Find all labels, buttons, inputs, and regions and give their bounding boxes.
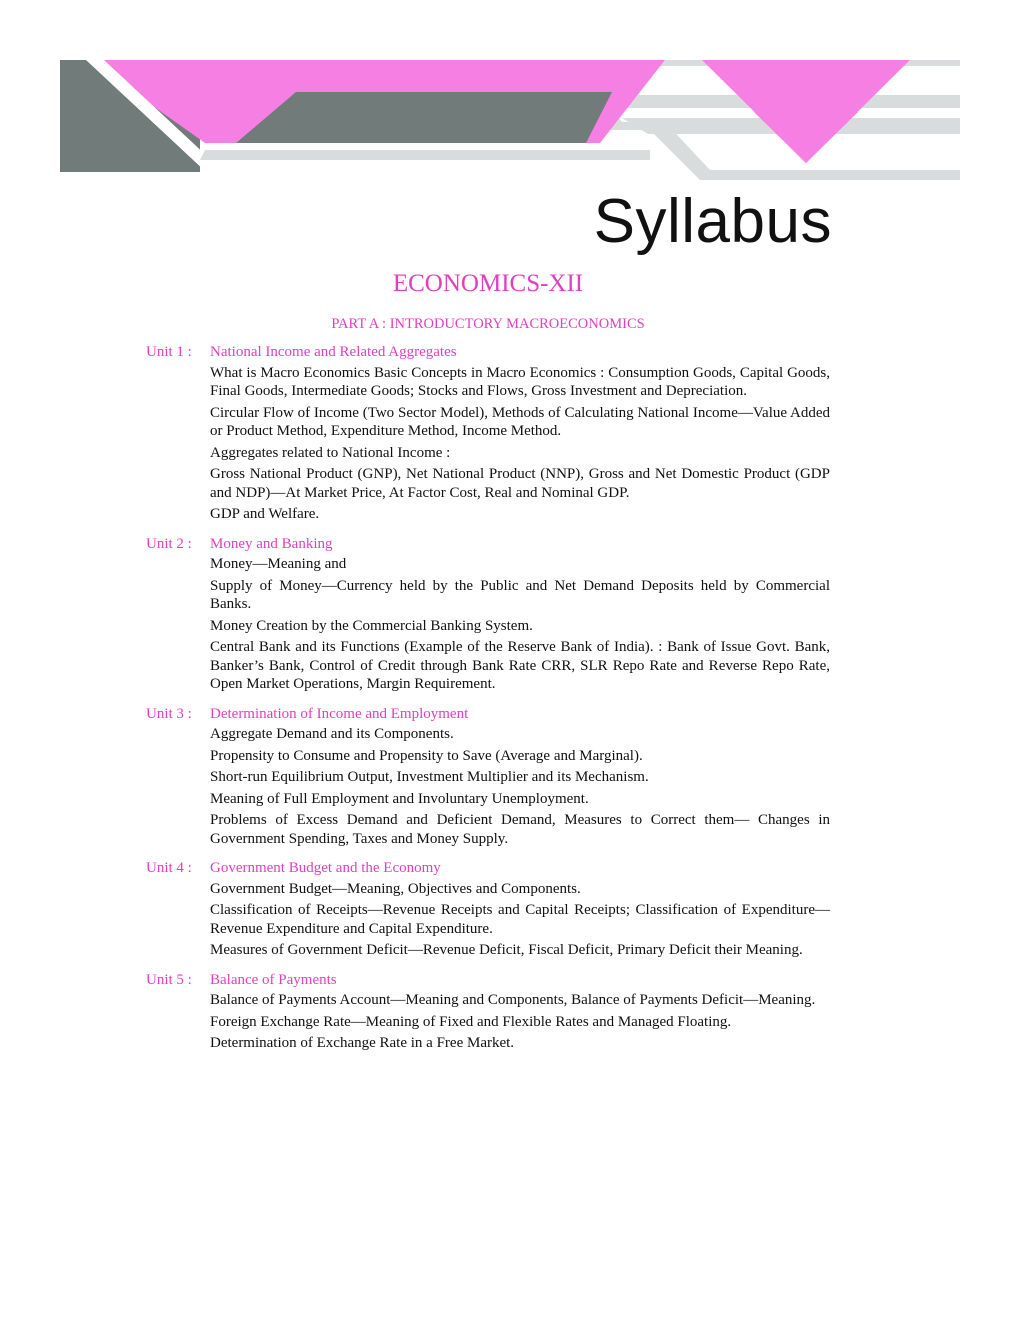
unit-paragraph: Gross National Product (GNP), Net National Product (NNP), Gross and Net Domestic Product (GDP and NDP)—At Market Price, At Factor Cost, Real and Nominal GDP. [210, 466, 830, 501]
unit-paragraph: Propensity to Consume and Propensity to Save (Average and Marginal). [210, 747, 643, 764]
unit-3 [146, 705, 830, 852]
unit-body [210, 535, 830, 697]
unit-paragraph: Supply of Money—Currency held by the Public and Net Demand Deposits held by Commercial Banks. [210, 577, 830, 612]
unit-paragraph: Aggregate Demand and its Components. [210, 726, 454, 742]
unit-paragraph: Balance of Payments Account—Meaning and Components, Balance of Payments Deficit—Meaning. [210, 992, 816, 1008]
unit-paragraph: What is Macro Economics Basic Concepts in Macro Economics : Consumption Goods, Capital Goods, Final Goods, Intermediate Goods; Stocks and Flows, Gross Investment and Depreciation. [210, 364, 830, 399]
decorative-header-banner [0, 0, 1020, 190]
unit-2 [146, 535, 830, 697]
unit-title: Government Budget and the Economy [210, 860, 441, 876]
unit-label: Unit 1 : [146, 344, 192, 360]
unit-body [210, 859, 830, 963]
unit-paragraph: Money—Meaning and [210, 556, 347, 572]
unit-paragraph: Measures of Government Deficit—Revenue Deficit, Fiscal Deficit, Primary Deficit their Meaning. [210, 942, 803, 958]
syllabus-content [146, 343, 830, 1056]
unit-paragraph: Determination of Exchange Rate in a Free Market. [210, 1035, 515, 1051]
unit-title: Money and Banking [210, 535, 333, 552]
unit-paragraph: Circular Flow of Income (Two Sector Model), Methods of Calculating National Income—Value Added or Product Method, Expenditure Method, Income Method. [210, 404, 830, 439]
unit-label: Unit 4 : [146, 860, 192, 876]
page-title: Syllabus [593, 187, 832, 256]
unit-paragraph: Central Bank and its Functions (Example of the Reserve Bank of India). : Bank of Issue Govt. Bank, Banker’s Bank, Control of Credit through Bank Rate CRR, SLR Repo Rate and Reverse Repo Rate, Open Market Operations, Margin Requirement. [210, 639, 830, 692]
unit-body [210, 343, 830, 527]
unit-paragraph: GDP and Welfare. [210, 506, 320, 522]
unit-5 [146, 971, 830, 1056]
gray-parallelogram [236, 92, 612, 143]
unit-label: Unit 3 : [146, 705, 192, 722]
unit-body [210, 971, 830, 1056]
unit-paragraph: Meaning of Full Employment and Involuntary Unemployment. [210, 790, 589, 807]
unit-1 [146, 343, 830, 527]
unit-4 [146, 859, 830, 963]
unit-paragraph: Government Budget—Meaning, Objectives and Components. [210, 880, 581, 897]
unit-paragraph: Aggregates related to National Income : [210, 444, 451, 461]
unit-title: National Income and Related Aggregates [210, 344, 457, 360]
unit-paragraph: Classification of Receipts—Revenue Receipts and Capital Receipts; Classification of Expenditure— Revenue Expenditure and Capital Expenditure. [210, 902, 830, 937]
unit-label: Unit 2 : [146, 535, 192, 552]
unit-title: Determination of Income and Employment [210, 705, 469, 722]
unit-body [210, 705, 830, 852]
unit-paragraph: Short-run Equilibrium Output, Investment Multiplier and its Mechanism. [210, 769, 649, 785]
part-heading: PART A : INTRODUCTORY MACROECONOMICS [331, 316, 645, 332]
unit-paragraph: Problems of Excess Demand and Deficient Demand, Measures to Correct them— Changes in Government Spending, Taxes and Money Supply. [210, 812, 830, 847]
unit-paragraph: Money Creation by the Commercial Banking System. [210, 617, 533, 634]
unit-label: Unit 5 : [146, 971, 192, 988]
light-gray-bottom-strip [200, 150, 650, 160]
unit-paragraph: Foreign Exchange Rate—Meaning of Fixed and Flexible Rates and Managed Floating. [210, 1013, 732, 1030]
subject-heading: ECONOMICS-XII [392, 270, 584, 297]
unit-title: Balance of Payments [210, 971, 337, 988]
